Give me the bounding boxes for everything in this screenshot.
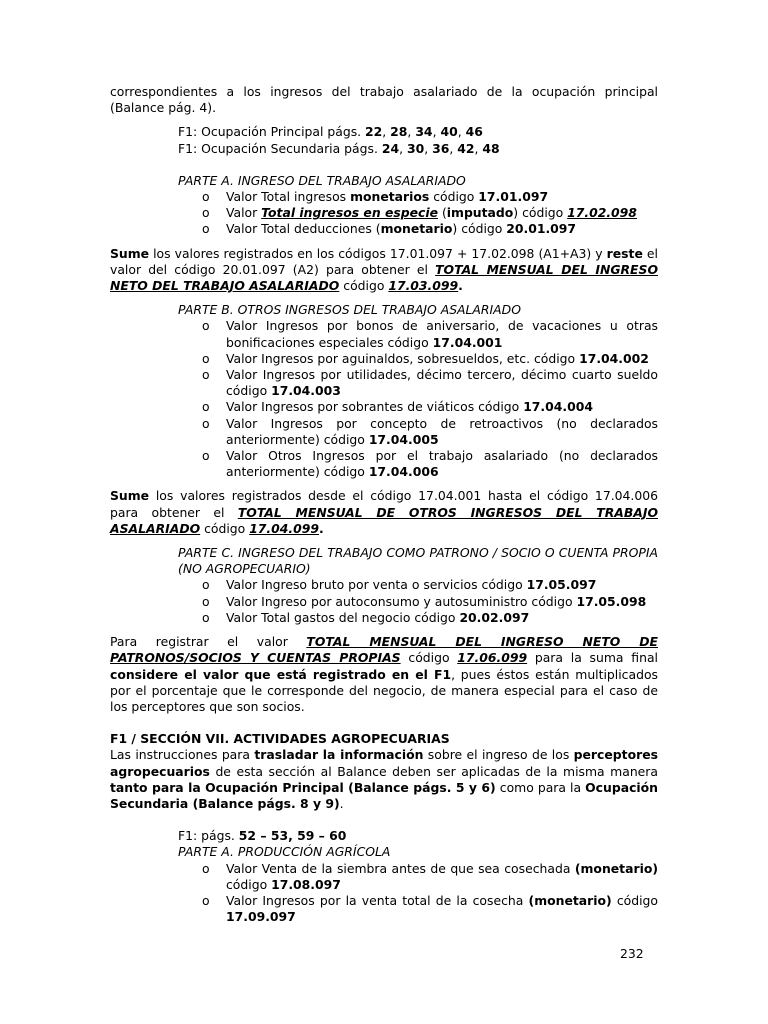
text: , pues éstos están multiplicados por el porcentaje que le corresponde del negocio, de manera especial para el caso de los perceptores que son socios. bbox=[110, 666, 658, 714]
parte-a-list bbox=[110, 189, 658, 238]
text: F1: págs. bbox=[178, 828, 239, 844]
bold-text: trasladar la información bbox=[254, 747, 424, 763]
sep: , bbox=[457, 124, 466, 140]
bold-text: reste bbox=[606, 245, 643, 261]
document-body bbox=[110, 84, 658, 925]
text: código bbox=[339, 278, 389, 294]
item-text: código bbox=[611, 892, 658, 908]
f1-principal-line bbox=[110, 124, 658, 140]
list-item bbox=[198, 205, 658, 221]
page-ref: 36 bbox=[432, 140, 450, 156]
list-item bbox=[198, 221, 658, 237]
item-text: Valor Total deducciones ( bbox=[226, 221, 381, 237]
list-item bbox=[198, 448, 658, 480]
text: los valores registrados en los códigos 17.01.097 + 17.02.098 (A1+A3) y bbox=[149, 245, 607, 261]
list-item bbox=[198, 610, 658, 626]
item-code: 17.01.097 bbox=[478, 189, 549, 205]
item-bold: monetarios bbox=[350, 189, 430, 205]
item-emph: Total ingresos en especie bbox=[261, 205, 438, 221]
list-item bbox=[198, 367, 658, 399]
list-item bbox=[198, 861, 658, 893]
bold-text: perceptores agropecuarios bbox=[110, 747, 658, 779]
item-code: 17.04.002 bbox=[579, 350, 649, 366]
list-item bbox=[198, 893, 658, 925]
sep: , bbox=[432, 124, 441, 140]
intro-paragraph: correspondientes a los ingresos del trabajo asalariado de la ocupación principal (Balance pág. 4). bbox=[110, 84, 658, 116]
f1-secundaria-prefix: F1: Ocupación Secundaria págs. bbox=[178, 140, 382, 156]
item-code: 17.09.097 bbox=[226, 909, 296, 925]
seccion-vii-title: F1 / SECCIÓN VII. ACTIVIDADES AGROPECUARIAS bbox=[110, 731, 450, 747]
item-code: 17.05.097 bbox=[526, 577, 597, 593]
text: Para registrar el valor bbox=[110, 634, 307, 650]
page-ref: 48 bbox=[482, 140, 500, 156]
item-code: 17.04.003 bbox=[271, 383, 341, 399]
item-text: Valor Venta de la siembra antes de que sea cosechada bbox=[226, 860, 575, 876]
bold-text: Sume bbox=[110, 245, 150, 261]
para-registrar-paragraph bbox=[110, 634, 658, 715]
item-text: Valor Ingresos por sobrantes de viáticos código bbox=[226, 399, 524, 415]
item-code: 17.04.005 bbox=[368, 431, 439, 447]
page-ref: 40 bbox=[440, 124, 458, 140]
item-text: Valor Ingresos por aguinaldos, sobresueldos, etc. código bbox=[226, 350, 580, 366]
page-ref: 24 bbox=[381, 140, 400, 156]
code-text: 17.06.099 bbox=[457, 650, 528, 666]
item-text: Valor Total ingresos bbox=[226, 189, 351, 205]
page-ref: 30 bbox=[406, 140, 425, 156]
text: . bbox=[318, 520, 324, 536]
sep: , bbox=[399, 140, 407, 156]
text: código bbox=[400, 650, 458, 666]
parte-c-list bbox=[110, 577, 658, 626]
list-item bbox=[198, 577, 658, 593]
text: el valor del código 20.01.097 (A2) para obtener el bbox=[110, 245, 658, 277]
item-text: Valor Total gastos del negocio código bbox=[226, 609, 460, 625]
item-text: código bbox=[226, 876, 272, 892]
parte-c-header: PARTE C. INGRESO DEL TRABAJO COMO PATRONO / SOCIO O CUENTA PROPIA (NO AGROPECUARIO) bbox=[178, 545, 658, 577]
sume-paragraph-2 bbox=[110, 488, 658, 537]
bold-text: Sume bbox=[110, 488, 150, 504]
item-text: Valor Ingresos por bonos de aniversario, de vacaciones u otras bonificaciones especiales código bbox=[226, 318, 658, 350]
f1-secundaria-line bbox=[110, 141, 658, 157]
sep: , bbox=[474, 140, 483, 156]
list-item bbox=[198, 351, 658, 367]
text: para la suma final bbox=[527, 650, 658, 666]
emph-text: TOTAL MENSUAL DEL INGRESO NETO DEL TRABAJO ASALARIADO bbox=[110, 261, 658, 294]
item-code: 17.04.001 bbox=[432, 334, 503, 350]
parte-b-header: PARTE B. OTROS INGRESOS DEL TRABAJO ASALARIADO bbox=[178, 302, 521, 318]
item-text: Valor Ingresos por la venta total de la cosecha bbox=[226, 892, 529, 908]
page-ref: 28 bbox=[390, 124, 408, 140]
item-code: 17.08.097 bbox=[271, 876, 341, 892]
page-ref: 42 bbox=[457, 140, 475, 156]
item-text: Valor Ingreso bruto por venta o servicios código bbox=[226, 577, 527, 593]
page-ref: 46 bbox=[465, 124, 483, 140]
item-text: Valor Ingresos por utilidades, décimo tercero, décimo cuarto sueldo código bbox=[226, 367, 658, 399]
bold-text: considere el valor que está registrado en el F1 bbox=[110, 666, 452, 682]
item-text: Valor Otros Ingresos por el trabajo asalariado (no declarados anteriormente) código bbox=[226, 448, 658, 480]
item-text: Valor Ingresos por concepto de retroactivos (no declarados anteriormente) código bbox=[226, 415, 658, 447]
item-code: 20.02.097 bbox=[459, 609, 530, 625]
page-range: 52 – 53, 59 – 60 bbox=[238, 828, 347, 844]
list-item bbox=[198, 399, 658, 415]
page-ref: 34 bbox=[415, 124, 433, 140]
item-code: 17.04.006 bbox=[368, 464, 439, 480]
item-code: 17.05.098 bbox=[576, 593, 647, 609]
item-text: ( bbox=[438, 205, 447, 221]
page-ref: 22 bbox=[365, 124, 383, 140]
text: los valores registrados desde el código 17.04.001 hasta el código 17.04.006 para obtener el bbox=[110, 488, 658, 520]
text: Las instrucciones para bbox=[110, 747, 255, 763]
text: . bbox=[339, 795, 344, 811]
sep: , bbox=[449, 140, 458, 156]
text: sobre el ingreso de los bbox=[423, 747, 574, 763]
item-text: Valor bbox=[226, 205, 262, 221]
f1-principal-prefix: F1: Ocupación Principal págs. bbox=[178, 124, 366, 140]
item-code: 17.02.098 bbox=[567, 205, 637, 221]
parte-b-list bbox=[110, 318, 658, 480]
list-item bbox=[198, 416, 658, 448]
emph-text: TOTAL MENSUAL DE OTROS INGRESOS DEL TRABAJO ASALARIADO bbox=[110, 504, 659, 536]
text: código bbox=[200, 520, 250, 536]
list-item bbox=[198, 189, 658, 205]
text: como para la bbox=[495, 779, 586, 795]
item-code: 20.01.097 bbox=[506, 221, 577, 237]
seccion-vii-body bbox=[110, 747, 658, 812]
list-item bbox=[198, 318, 658, 350]
code-text: 17.03.099 bbox=[388, 278, 459, 294]
bold-text: tanto para la Ocupación Principal (Balance págs. 5 y 6) bbox=[110, 779, 496, 795]
item-text: ) código bbox=[513, 205, 568, 221]
item-bold: imputado bbox=[446, 205, 514, 221]
item-code: 17.04.004 bbox=[523, 399, 593, 415]
sume-paragraph-1 bbox=[110, 246, 658, 295]
emph-text: TOTAL MENSUAL DEL INGRESO NETO DE PATRONOS/SOCIOS Y CUENTAS PROPIAS bbox=[110, 634, 658, 666]
parte-a-header: PARTE A. INGRESO DEL TRABAJO ASALARIADO bbox=[178, 172, 466, 188]
page-number: 232 bbox=[620, 946, 644, 961]
sep: , bbox=[382, 124, 391, 140]
code-text: 17.04.099 bbox=[249, 520, 319, 536]
item-bold: (monetario) bbox=[528, 892, 612, 908]
text: . bbox=[458, 278, 463, 294]
item-text: código bbox=[429, 189, 479, 205]
sep: , bbox=[407, 124, 416, 140]
bold-text: Ocupación Secundaria (Balance págs. 8 y 9) bbox=[110, 779, 658, 811]
item-text: Valor Ingreso por autoconsumo y autosuministro código bbox=[226, 593, 577, 609]
agri-parte-a-header: PARTE A. PRODUCCIÓN AGRÍCOLA bbox=[178, 844, 391, 860]
item-bold: monetario bbox=[380, 221, 453, 237]
text: de esta sección al Balance deben ser aplicadas de la misma manera bbox=[209, 763, 658, 779]
agri-list bbox=[110, 861, 658, 926]
item-text: ) código bbox=[452, 221, 507, 237]
sep: , bbox=[424, 140, 433, 156]
agri-pages-line bbox=[110, 828, 658, 844]
item-bold: (monetario) bbox=[574, 860, 658, 876]
list-item bbox=[198, 594, 658, 610]
